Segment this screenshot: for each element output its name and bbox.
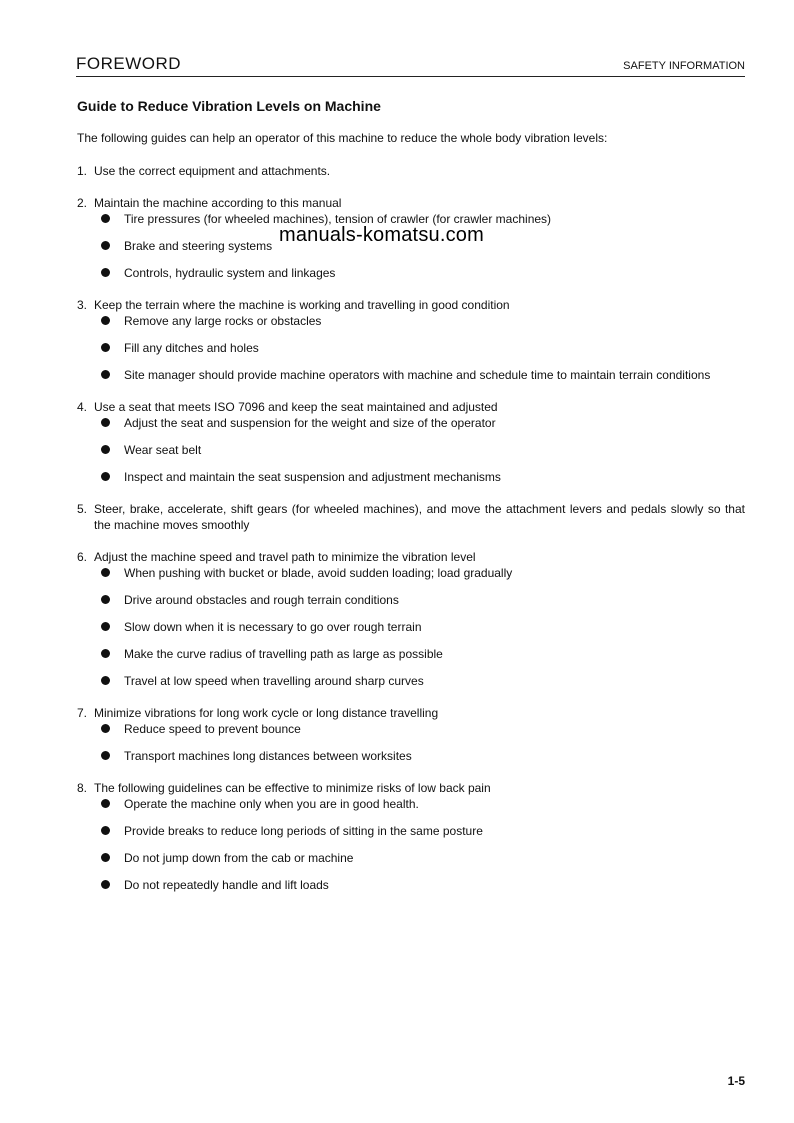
- bullet-list: [101, 796, 745, 893]
- section-label: SAFETY INFORMATION: [623, 60, 745, 72]
- list-item-number: 4.: [77, 400, 88, 414]
- chapter-title: FOREWORD: [76, 54, 182, 73]
- list-item-number: 2.: [77, 196, 88, 210]
- bullet-item: [101, 415, 745, 431]
- list-item-heading: [77, 195, 745, 211]
- bullet-dot-icon: [101, 214, 110, 223]
- bullet-item: [101, 646, 745, 662]
- bullet-text: When pushing with bucket or blade, avoid sudden loading; load gradually: [124, 566, 513, 580]
- list-item: [77, 399, 745, 485]
- list-item-text: Steer, brake, accelerate, shift gears (for wheeled machines), and move the attachment levers and pedals slowly so that the machine moves smoothly: [94, 502, 745, 532]
- bullet-item: [101, 823, 745, 839]
- bullet-dot-icon: [101, 751, 110, 760]
- bullet-item: [101, 592, 745, 608]
- bullet-text: Transport machines long distances between worksites: [124, 749, 412, 763]
- bullet-dot-icon: [101, 343, 110, 352]
- bullet-text: Controls, hydraulic system and linkages: [124, 266, 336, 280]
- bullet-text: Do not jump down from the cab or machine: [124, 851, 354, 865]
- list-item: [77, 549, 745, 689]
- bullet-text: Adjust the seat and suspension for the weight and size of the operator: [124, 416, 496, 430]
- bullet-text: Operate the machine only when you are in good health.: [124, 797, 419, 811]
- list-item-number: 5.: [77, 502, 88, 516]
- bullet-text: Reduce speed to prevent bounce: [124, 722, 301, 736]
- list-item-heading: [77, 549, 745, 565]
- bullet-dot-icon: [101, 724, 110, 733]
- bullet-dot-icon: [101, 826, 110, 835]
- bullet-text: Brake and steering systems: [124, 239, 273, 253]
- bullet-text: Drive around obstacles and rough terrain conditions: [124, 593, 399, 607]
- list-item-heading: [77, 399, 745, 415]
- list-item-text: The following guidelines can be effective to minimize risks of low back pain: [94, 781, 491, 795]
- bullet-item: [101, 313, 745, 329]
- list-item-heading: [77, 163, 745, 179]
- list-item-text: Adjust the machine speed and travel path to minimize the vibration level: [94, 550, 476, 564]
- bullet-dot-icon: [101, 568, 110, 577]
- bullet-text: Make the curve radius of travelling path as large as possible: [124, 647, 443, 661]
- list-item-text: Use a seat that meets ISO 7096 and keep the seat maintained and adjusted: [94, 400, 498, 414]
- bullet-list: [101, 313, 745, 383]
- list-item-number: 1.: [77, 164, 88, 178]
- bullet-text: Wear seat belt: [124, 443, 202, 457]
- bullet-item: [101, 367, 745, 383]
- bullet-text: Site manager should provide machine operators with machine and schedule time to maintain terrain conditions: [124, 368, 711, 382]
- bullet-item: [101, 619, 745, 635]
- bullet-dot-icon: [101, 418, 110, 427]
- bullet-item: [101, 748, 745, 764]
- list-item-text: Minimize vibrations for long work cycle or long distance travelling: [94, 706, 439, 720]
- list-item-heading: [77, 705, 745, 721]
- guide-list: [77, 163, 745, 909]
- bullet-dot-icon: [101, 370, 110, 379]
- bullet-text: Fill any ditches and holes: [124, 341, 259, 355]
- list-item-number: 7.: [77, 706, 88, 720]
- list-item-heading: [77, 501, 745, 533]
- bullet-item: [101, 565, 745, 581]
- bullet-list: [101, 565, 745, 689]
- bullet-dot-icon: [101, 622, 110, 631]
- bullet-item: [101, 442, 745, 458]
- bullet-dot-icon: [101, 799, 110, 808]
- bullet-item: [101, 850, 745, 866]
- bullet-text: Inspect and maintain the seat suspension and adjustment mechanisms: [124, 470, 501, 484]
- bullet-dot-icon: [101, 268, 110, 277]
- list-item: [77, 163, 745, 179]
- bullet-text: Remove any large rocks or obstacles: [124, 314, 322, 328]
- page-header: [76, 54, 745, 77]
- bullet-dot-icon: [101, 853, 110, 862]
- bullet-item: [101, 265, 745, 281]
- list-item-number: 8.: [77, 781, 88, 795]
- list-item: [77, 705, 745, 764]
- list-item-text: Maintain the machine according to this manual: [94, 196, 342, 210]
- list-item-heading: [77, 297, 745, 313]
- bullet-list: [101, 415, 745, 485]
- bullet-dot-icon: [101, 241, 110, 250]
- bullet-dot-icon: [101, 445, 110, 454]
- list-item-number: 6.: [77, 550, 88, 564]
- list-item-heading: [77, 780, 745, 796]
- bullet-item: [101, 340, 745, 356]
- bullet-item: [101, 796, 745, 812]
- bullet-item: [101, 673, 745, 689]
- watermark-text: manuals-komatsu.com: [279, 224, 484, 246]
- page-title: Guide to Reduce Vibration Levels on Machine: [77, 98, 381, 114]
- list-item-text: Use the correct equipment and attachments.: [94, 164, 331, 178]
- bullet-dot-icon: [101, 472, 110, 481]
- bullet-list: [101, 721, 745, 764]
- bullet-dot-icon: [101, 316, 110, 325]
- intro-paragraph: The following guides can help an operator of this machine to reduce the whole body vibration levels:: [77, 131, 608, 145]
- list-item: [77, 297, 745, 383]
- bullet-text: Slow down when it is necessary to go over rough terrain: [124, 620, 422, 634]
- list-item: [77, 501, 745, 533]
- bullet-text: Tire pressures (for wheeled machines), tension of crawler (for crawler machines): [124, 212, 552, 226]
- bullet-item: [101, 877, 745, 893]
- bullet-item: [101, 721, 745, 737]
- bullet-dot-icon: [101, 649, 110, 658]
- bullet-text: Do not repeatedly handle and lift loads: [124, 878, 329, 892]
- list-item-number: 3.: [77, 298, 88, 312]
- bullet-text: Provide breaks to reduce long periods of sitting in the same posture: [124, 824, 483, 838]
- bullet-dot-icon: [101, 880, 110, 889]
- list-item: [77, 780, 745, 893]
- bullet-item: [101, 469, 745, 485]
- page-number: 1-5: [727, 1074, 745, 1088]
- list-item-text: Keep the terrain where the machine is working and travelling in good condition: [94, 298, 510, 312]
- bullet-text: Travel at low speed when travelling around sharp curves: [124, 674, 424, 688]
- bullet-dot-icon: [101, 676, 110, 685]
- bullet-dot-icon: [101, 595, 110, 604]
